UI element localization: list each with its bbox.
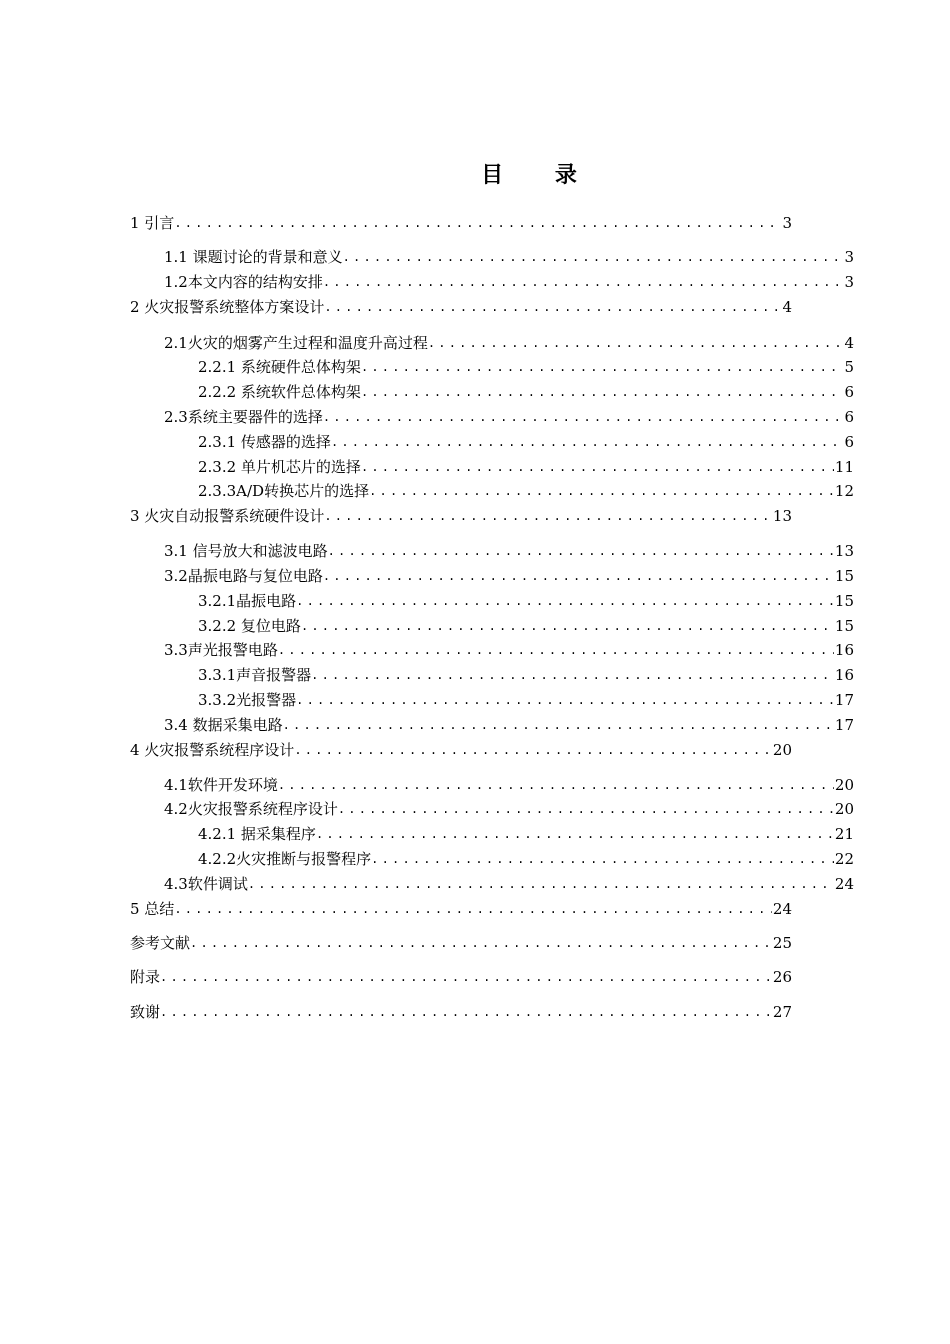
toc-entry[interactable] [130,968,792,986]
toc-leader [248,875,834,893]
toc-page: 25 [772,934,792,952]
toc-entry[interactable] [164,408,854,426]
toc-page: 4 [782,298,792,316]
toc-page: 15 [834,617,854,635]
toc-entry[interactable] [130,1003,792,1021]
toc-label: 3.1 信号放大和滤波电路 [164,542,328,560]
toc-page: 13 [772,507,792,525]
toc-label: 2.1火灾的烟雾产生过程和温度升高过程 [164,334,428,352]
toc-leader [338,800,834,818]
toc-label: 2 火灾报警系统整体方案设计 [130,298,325,316]
toc-entry[interactable] [198,358,854,376]
toc-entry[interactable] [164,716,854,734]
toc-page: 26 [772,968,792,986]
toc-label: 2.2.2 系统软件总体构架 [198,383,361,401]
toc-label: 3.3.2光报警器 [198,691,297,709]
toc-entry[interactable] [164,875,854,893]
toc-page: 24 [834,875,854,893]
toc-entry[interactable] [130,214,792,232]
toc-leader [323,408,844,426]
toc-page: 16 [834,641,854,659]
toc-label: 4 火灾报警系统程序设计 [130,741,295,759]
toc-label: 参考文献 [130,934,191,952]
toc-label: 附录 [130,968,161,986]
toc-label: 2.2.1 系统硬件总体构架 [198,358,361,376]
toc-label: 3.3声光报警电路 [164,641,278,659]
toc-entry[interactable] [198,666,854,684]
toc-leader [160,1003,772,1021]
toc-label: 2.3.3A/D转换芯片的选择 [198,482,370,500]
toc-leader [323,273,844,291]
toc-entry[interactable] [130,298,792,316]
toc-entry[interactable] [130,507,792,525]
toc-page: 3 [844,273,854,291]
toc-leader [371,850,834,868]
toc-leader [301,617,834,635]
toc-page: 20 [772,741,792,759]
toc-label: 2.3系统主要器件的选择 [164,408,323,426]
page-title: 目 录 [481,163,599,188]
toc-label: 3.2晶振电路与复位电路 [164,567,323,585]
toc-label: 4.3软件调试 [164,875,248,893]
toc-page: 20 [834,776,854,794]
toc-leader [324,298,781,316]
toc-label: 3 火灾自动报警系统硬件设计 [130,507,325,525]
toc-leader [311,666,834,684]
toc-entry[interactable] [164,776,854,794]
toc-entry[interactable] [130,934,792,952]
toc-entry[interactable] [164,800,854,818]
toc-label: 5 总结 [130,900,175,918]
toc-entry[interactable] [198,617,854,635]
toc-label: 2.3.1 传感器的选择 [198,433,331,451]
toc-leader [428,334,844,352]
toc-label: 致谢 [130,1003,161,1021]
toc-leader [361,358,844,376]
toc-label: 3.3.1声音报警器 [198,666,312,684]
toc-page: 4 [844,334,854,352]
toc-entry[interactable] [198,825,854,843]
toc-page: 6 [844,408,854,426]
toc-leader [283,716,834,734]
toc-label: 4.2.2火灾推断与报警程序 [198,850,372,868]
toc-entry[interactable] [198,458,854,476]
toc-entry[interactable] [198,592,854,610]
toc-page: 11 [834,458,854,476]
toc-page: 6 [844,383,854,401]
toc-label: 4.1软件开发环境 [164,776,278,794]
toc-label: 4.2.1 据采集程序 [198,825,316,843]
toc-leader [174,900,772,918]
toc-entry[interactable] [164,273,854,291]
toc-leader [296,592,834,610]
toc-entry[interactable] [164,248,854,266]
toc-page: 6 [844,433,854,451]
toc-leader [361,458,834,476]
toc-page: 24 [772,900,792,918]
toc-entry[interactable] [164,641,854,659]
toc-page: 15 [834,567,854,585]
toc-entry[interactable] [198,691,854,709]
toc-label: 3.4 数据采集电路 [164,716,283,734]
toc-leader [361,383,844,401]
toc-entry[interactable] [198,850,854,868]
toc-label: 2.3.2 单片机芯片的选择 [198,458,361,476]
toc-page: 12 [834,482,854,500]
toc-entry[interactable] [198,433,854,451]
toc-entry[interactable] [164,567,854,585]
toc-page: 22 [834,850,854,868]
toc-label: 4.2火灾报警系统程序设计 [164,800,338,818]
toc-page: 20 [834,800,854,818]
toc-leader [278,776,834,794]
toc-page: 13 [834,542,854,560]
toc-leader [278,641,834,659]
toc-leader [343,248,844,266]
toc-entry[interactable] [198,383,854,401]
toc-leader [294,741,772,759]
toc-page: 15 [834,592,854,610]
toc-page: 3 [844,248,854,266]
toc-leader [331,433,844,451]
toc-leader [160,968,772,986]
toc-leader [323,567,834,585]
toc-entry[interactable] [130,741,792,759]
toc-leader [174,214,781,232]
toc-label: 1.2本文内容的结构安排 [164,273,323,291]
toc-page: 21 [834,825,854,843]
toc-label: 3.2.2 复位电路 [198,617,301,635]
toc-leader [328,542,834,560]
toc-leader [296,691,834,709]
toc-label: 1 引言 [130,214,175,232]
toc-label: 3.2.1晶振电路 [198,592,297,610]
toc-leader [190,934,772,952]
toc-page: 17 [834,716,854,734]
toc-entry[interactable] [198,482,854,500]
toc-leader [369,482,834,500]
toc-page: 3 [782,214,792,232]
toc-page: 17 [834,691,854,709]
toc-leader [324,507,772,525]
toc-entry[interactable] [164,334,854,352]
toc-label: 1.1 课题讨论的背景和意义 [164,248,343,266]
toc-entry[interactable] [130,900,792,918]
toc-leader [316,825,834,843]
toc-page: 5 [844,358,854,376]
toc-entry[interactable] [164,542,854,560]
toc-page: 16 [834,666,854,684]
toc-page: 27 [772,1003,792,1021]
